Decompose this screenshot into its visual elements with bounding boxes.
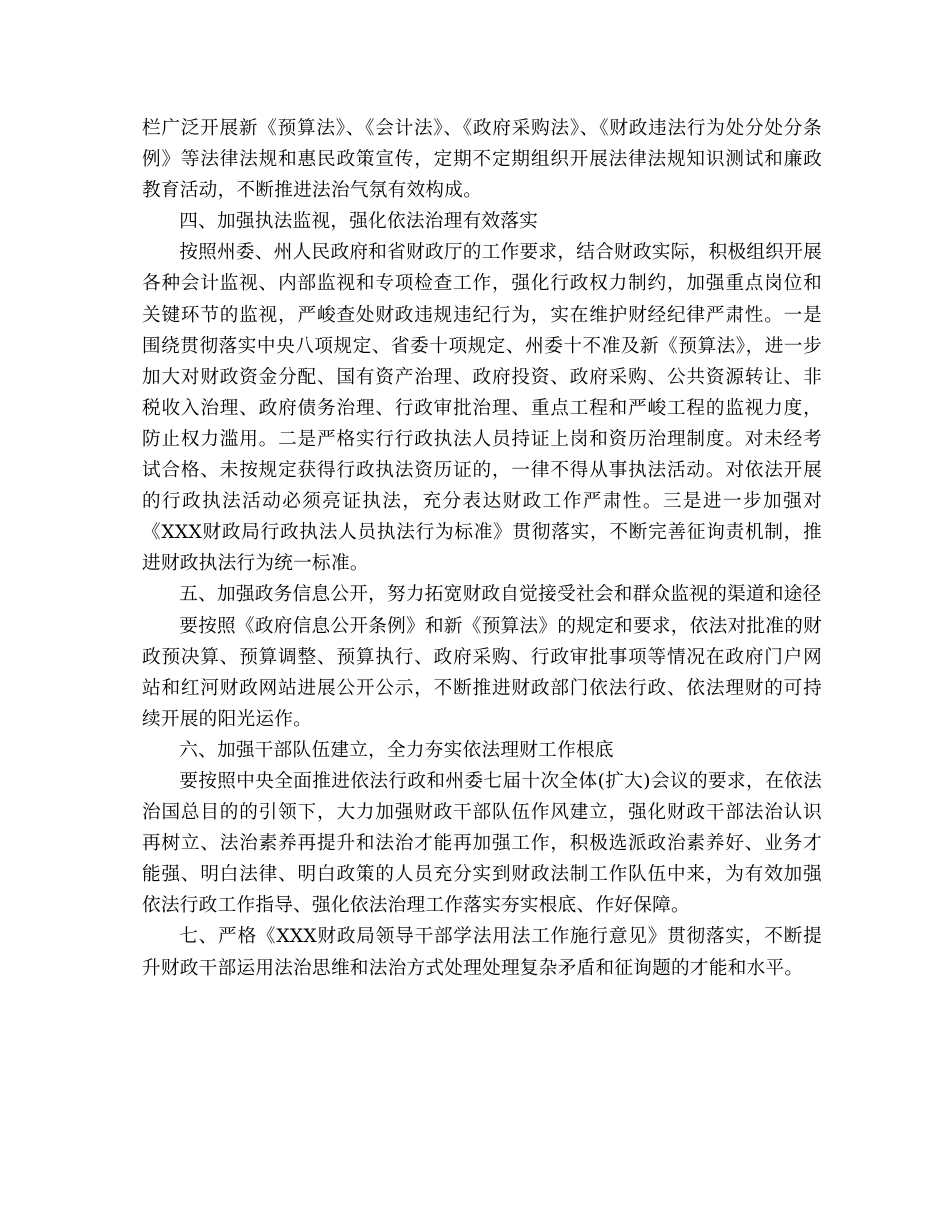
section-heading-5: 五、加强政务信息公开，努力拓宽财政自觉接受社会和群众监视的渠道和途径 [179, 584, 822, 606]
document-body [142, 113, 822, 984]
section-heading-6: 六、加强干部队伍建立，全力夯实依法理财工作根底 [179, 739, 614, 761]
paragraph-section-7: 七、严格《XXX财政局领导干部学法用法工作施行意见》贯彻落实，不断提升财政干部运用法治思维和法治方式处理处理复杂矛盾和征询题的才能和水平。 [142, 926, 822, 979]
paragraph-section-4: 按照州委、州人民政府和省财政厅的工作要求，结合财政实际，积极组织开展各种会计监视、内部监视和专项检查工作，强化行政权力制约，加强重点岗位和关键环节的监视，严峻查处财政违规违纪行为，实在维护财经纪律严肃性。一是围绕贯彻落实中央八项规定、省委十项规定、州委十不准及新《预算法》，进一步加大对财政资金分配、国有资产治理、政府投资、政府采购、公共资源转让、非税收入治理、政府债务治理、行政审批治理、重点工程和严峻工程的监视力度，防止权力滥用。二是严格实行行政执法人员持证上岗和资历治理制度。对未经考试合格、未按规定获得行政执法资历证的，一律不得从事执法活动。对依法开展的行政执法活动必须亮证执法，充分表达财政工作严肃性。三是进一步加强对《XXX财政局行政执法人员执法行为标准》贯彻落实，不断完善征询责机制，推进财政执法行为统一标准。 [142, 242, 822, 575]
paragraph-section-5: 要按照《政府信息公开条例》和新《预算法》的规定和要求，依法对批准的财政预决算、预算调整、预算执行、政府采购、行政审批事项等情况在政府门户网站和红河财政网站进展公开公示，不断推进财政部门依法行政、依法理财的可持续开展的阳光运作。 [142, 615, 822, 730]
paragraph-continuation: 栏广泛开展新《预算法》、《会计法》、《政府采购法》、《财政违法行为处分处分条例》等法律法规和惠民政策宣传，定期不定期组织开展法律法规知识测试和廉政教育活动，不断推进法治气氛有效构成。 [142, 118, 822, 202]
paragraph-section-6: 要按照中央全面推进依法行政和州委七届十次全体(扩大)会议的要求，在依法治国总目的的引领下，大力加强财政干部队伍作风建立，强化财政干部法治认识再树立、法治素养再提升和法治才能再加强工作，积极选派政治素养好、业务才能强、明白法律、明白政策的人员充分实到财政法制工作队伍中来，为有效加强依法行政工作指导、强化依法治理工作落实夯实根底、作好保障。 [142, 770, 822, 917]
section-heading-4: 四、加强执法监视，强化依法治理有效落实 [179, 211, 539, 233]
